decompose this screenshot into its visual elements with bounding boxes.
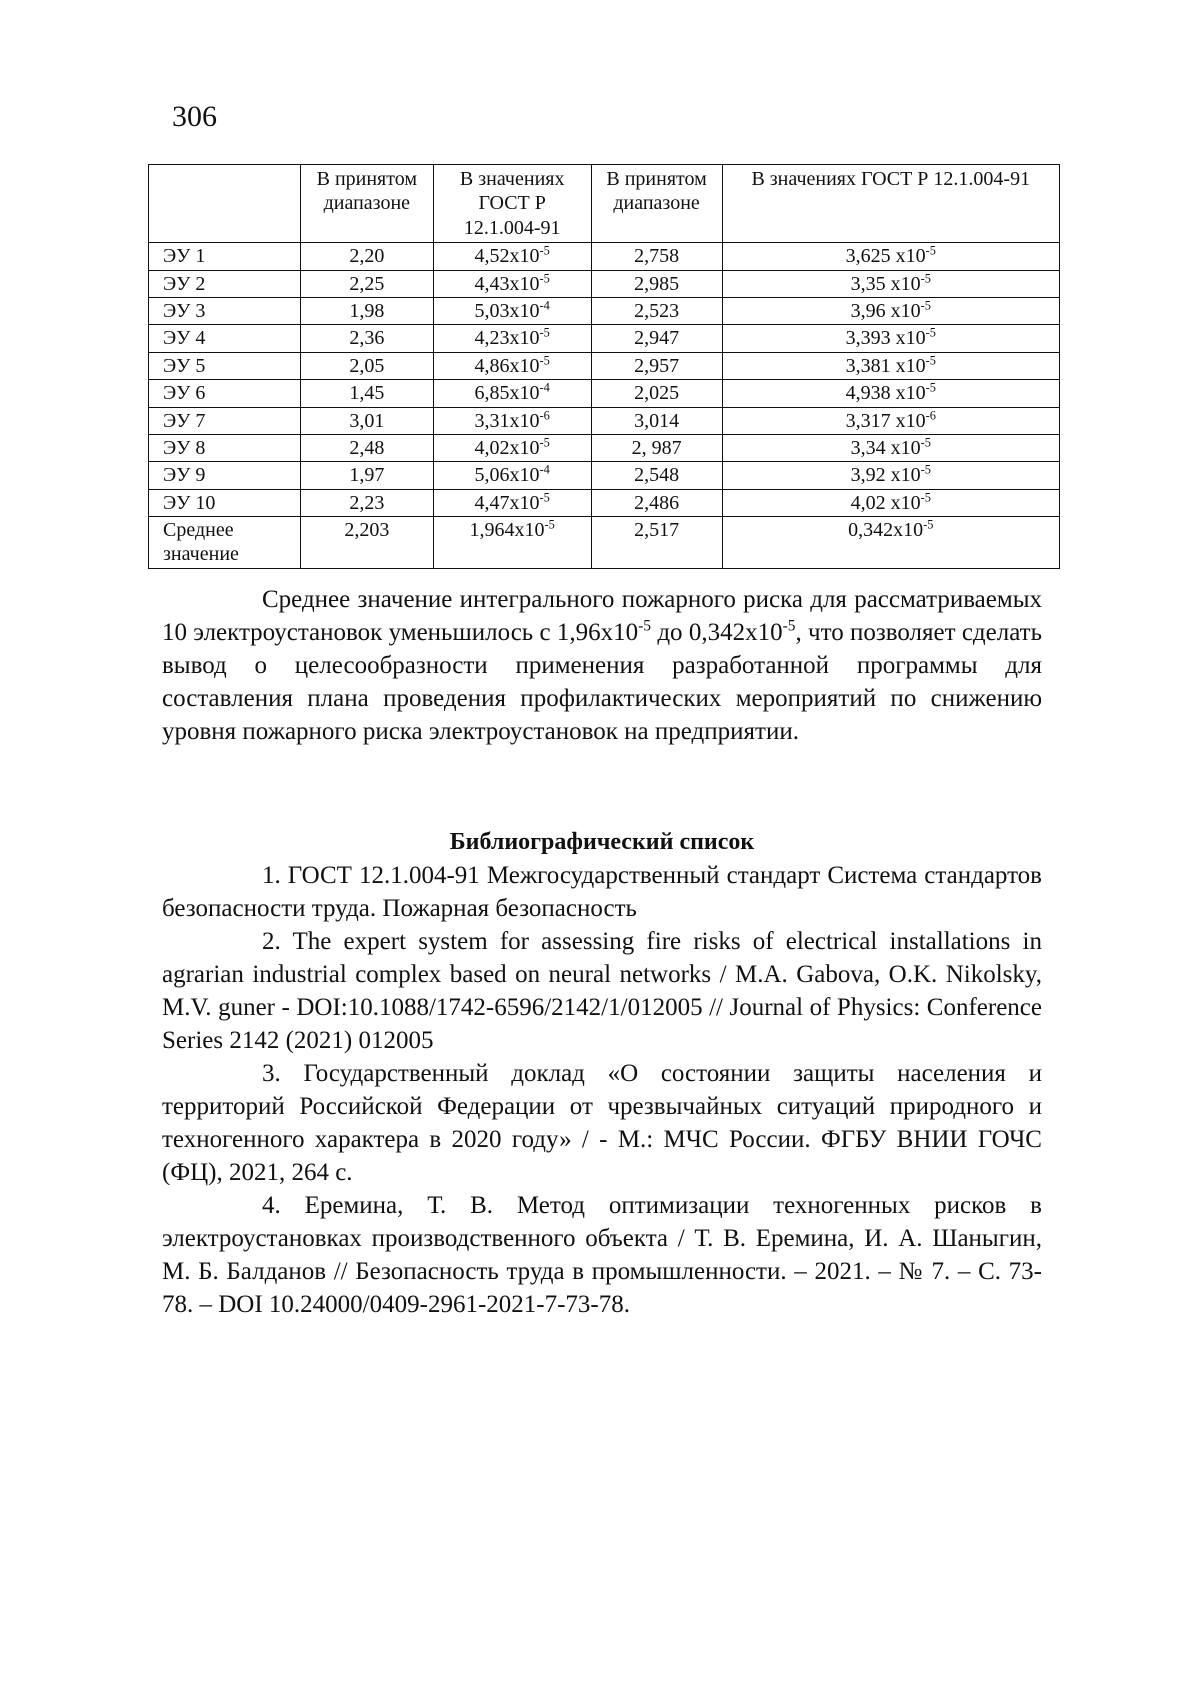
- exponent: -5: [925, 380, 936, 395]
- gost-value-cell: $3,31x10^{-6}$: [433, 407, 591, 434]
- row-label: ЭУ 3: [149, 297, 301, 324]
- table-header-cell: [149, 165, 301, 243]
- exponent: -5: [539, 353, 550, 368]
- exponent: -6: [925, 408, 936, 423]
- exponent: -5: [923, 517, 934, 532]
- risk-table: [148, 164, 1060, 569]
- value-cell: 2,05: [300, 352, 433, 379]
- row-label: ЭУ 10: [149, 489, 301, 516]
- gost-value-cell: 3,317 $x10^{-6}$: [722, 407, 1059, 434]
- table-row: [149, 489, 1060, 516]
- exponent: -5: [925, 243, 936, 258]
- row-label: ЭУ 2: [149, 270, 301, 297]
- table-row: [149, 434, 1060, 461]
- table-header-cell: В принятом диапазоне: [591, 165, 722, 243]
- gost-value-cell: 4,02 $x10^{-5}$: [722, 489, 1059, 516]
- exponent: -5: [544, 517, 555, 532]
- table-row: [149, 517, 1060, 569]
- bibliography-item: 4. Еремина, Т. В. Метод оптимизации техногенных рисков в электроустановках производственного объекта / Т. В. Еремина, И. А. Шаныгин, М. Б. Балданов // Безопасность труда в промышленности. – 2021. – № 7. – С. 73-78. – DOI 10.24000/0409-2961-2021-7-73-78.: [162, 1192, 1042, 1318]
- exponent: -5: [925, 353, 936, 368]
- table-row: [149, 462, 1060, 489]
- bibliography-item: 2. The expert system for assessing fire risks of electrical installations in agrarian industrial complex based on neural networks / M.A. Gabova, O.K. Nikolsky, M.V. guner - DOI:10.1088/1742-6596/2142/1/012005 // Journal of Physics: Conference Series 2142 (2021) 012005: [162, 928, 1042, 1054]
- exponent: -4: [539, 298, 550, 313]
- table-row: [149, 407, 1060, 434]
- exponent: -5: [539, 271, 550, 286]
- value-cell: 2,523: [591, 297, 722, 324]
- value-cell: 2,517: [591, 517, 722, 569]
- gost-value-cell: 3,381 $x10^{-5}$: [722, 352, 1059, 379]
- value-cell: 2,48: [300, 434, 433, 461]
- exponent: -6: [539, 408, 550, 423]
- value-cell: 3,01: [300, 407, 433, 434]
- row-label: ЭУ 7: [149, 407, 301, 434]
- gost-value-cell: $4,43x10^{-5}$: [433, 270, 591, 297]
- table-row: [149, 297, 1060, 324]
- gost-value-cell: $5,06x10^{-4}$: [433, 462, 591, 489]
- page-number: 306: [172, 100, 217, 133]
- gost-value-cell: $4,47x10^{-5}$: [433, 489, 591, 516]
- paragraph-text: , что позволяет сделать вывод о целесообразности применения разработанной программы для составления плана проведения профилактических мероприятий по снижению уровня пожарного риска электроустановок на предприятии.: [162, 619, 1042, 745]
- exponent: -5: [782, 617, 796, 635]
- value-cell: 1,98: [300, 297, 433, 324]
- value-cell: 2,203: [300, 517, 433, 569]
- value-cell: 3,014: [591, 407, 722, 434]
- value-cell: 1,97: [300, 462, 433, 489]
- gost-value-cell: $1,964x10^{-5}$: [433, 517, 591, 569]
- exponent: -5: [539, 490, 550, 505]
- table-row: [149, 270, 1060, 297]
- gost-value-cell: 4,938 $x10^{-5}$: [722, 380, 1059, 407]
- gost-value-cell: 3,96 $x10^{-5}$: [722, 297, 1059, 324]
- gost-value-cell: 3,92 $x10^{-5}$: [722, 462, 1059, 489]
- bibliography-item: 1. ГОСТ 12.1.004-91 Межгосударственный стандарт Система стандартов безопасности труда. Пожарная безопасность: [162, 862, 1042, 922]
- gost-value-cell: $4,23x10^{-5}$: [433, 325, 591, 352]
- gost-value-cell: $4,02x10^{-5}$: [433, 434, 591, 461]
- value-cell: 2,025: [591, 380, 722, 407]
- exponent: -5: [539, 325, 550, 340]
- value-cell: 2,985: [591, 270, 722, 297]
- exponent: -5: [539, 435, 550, 450]
- exponent: -5: [920, 271, 931, 286]
- value-cell: 2,548: [591, 462, 722, 489]
- row-label: ЭУ 9: [149, 462, 301, 489]
- conclusion-paragraph: [162, 583, 1042, 748]
- paragraph-text: до 0,342x10: [651, 619, 783, 646]
- exponent: -5: [539, 243, 550, 258]
- table-header-cell: В значениях ГОСТ Р 12.1.004-91: [433, 165, 591, 243]
- bibliography-list: [162, 859, 1042, 1321]
- value-cell: 1,45: [300, 380, 433, 407]
- exponent: -4: [539, 380, 550, 395]
- bibliography-heading: Библиографический список: [449, 829, 755, 855]
- value-cell: 2,20: [300, 243, 433, 270]
- exponent: -5: [925, 325, 936, 340]
- gost-value-cell: $5,03x10^{-4}$: [433, 297, 591, 324]
- table-row: [149, 243, 1060, 270]
- table-row: [149, 325, 1060, 352]
- bibliography-item: 3. Государственный доклад «О состоянии защиты населения и территорий Российской Федерации от чрезвычайных ситуаций природного и техногенного характера в 2020 году» / - М.: МЧС России. ФГБУ ВНИИ ГОЧС (ФЦ), 2021, 264 с.: [162, 1060, 1042, 1186]
- table-row: [149, 352, 1060, 379]
- exponent: -5: [638, 617, 652, 635]
- gost-value-cell: $4,52x10^{-5}$: [433, 243, 591, 270]
- table-header-cell: В значениях ГОСТ Р 12.1.004-91: [722, 165, 1059, 243]
- row-label: Среднее значение: [149, 517, 301, 569]
- gost-value-cell: 3,393 $x10^{-5}$: [722, 325, 1059, 352]
- value-cell: 2,947: [591, 325, 722, 352]
- row-label: ЭУ 1: [149, 243, 301, 270]
- table-row: [149, 380, 1060, 407]
- exponent: -5: [920, 462, 931, 477]
- value-cell: 2,758: [591, 243, 722, 270]
- exponent: -5: [920, 298, 931, 313]
- table-header-row: [149, 165, 1060, 243]
- gost-value-cell: $0,342x10^{-5}$: [722, 517, 1059, 569]
- gost-value-cell: 3,34 $x10^{-5}$: [722, 434, 1059, 461]
- value-cell: 2, 987: [591, 434, 722, 461]
- row-label: ЭУ 4: [149, 325, 301, 352]
- gost-value-cell: $4,86x10^{-5}$: [433, 352, 591, 379]
- value-cell: 2,957: [591, 352, 722, 379]
- paragraph-text: Среднее значение интегрального пожарного риска для рассматриваемых 10 электроустановок уменьшилось с 1,96x10: [162, 586, 1042, 646]
- value-cell: 2,23: [300, 489, 433, 516]
- row-label: ЭУ 6: [149, 380, 301, 407]
- gost-value-cell: 3,35 $x10^{-5}$: [722, 270, 1059, 297]
- row-label: ЭУ 5: [149, 352, 301, 379]
- gost-value-cell: $6,85x10^{-4}$: [433, 380, 591, 407]
- value-cell: 2,486: [591, 489, 722, 516]
- gost-value-cell: 3,625 $x10^{-5}$: [722, 243, 1059, 270]
- table-header-cell: В принятом диапазоне: [300, 165, 433, 243]
- exponent: -4: [539, 462, 550, 477]
- value-cell: 2,36: [300, 325, 433, 352]
- value-cell: 2,25: [300, 270, 433, 297]
- exponent: -5: [920, 435, 931, 450]
- row-label: ЭУ 8: [149, 434, 301, 461]
- exponent: -5: [920, 490, 931, 505]
